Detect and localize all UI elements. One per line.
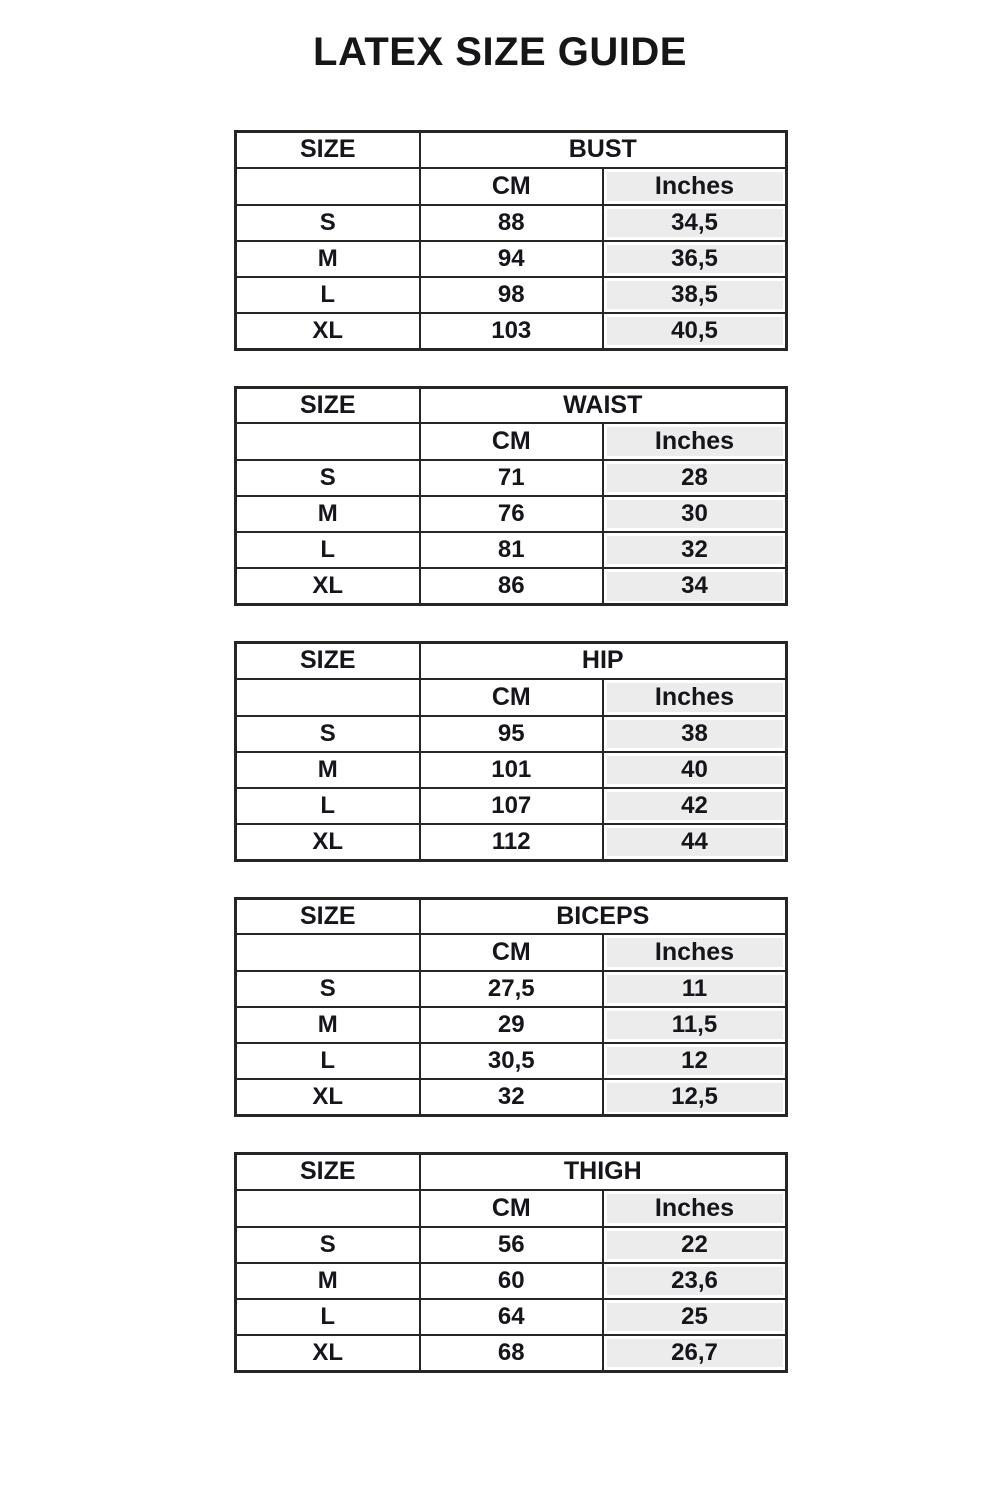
table-row: [236, 313, 787, 350]
inches-header: Inches: [603, 934, 787, 971]
table-row: [236, 1227, 787, 1263]
cm-value-cell: 107: [420, 788, 603, 824]
size-column-header: SIZE: [236, 1154, 420, 1190]
table-row: [236, 1299, 787, 1335]
cm-value-cell: 27,5: [420, 971, 603, 1007]
size-cell: M: [236, 1263, 420, 1299]
cm-value-cell: 76: [420, 496, 603, 532]
inches-value-cell: 44: [603, 824, 787, 861]
inches-value-cell: 11,5: [603, 1007, 787, 1043]
table-row: [236, 788, 787, 824]
cm-value-cell: 56: [420, 1227, 603, 1263]
inches-value-cell: 12,5: [603, 1079, 787, 1116]
header-row: [236, 387, 787, 423]
cm-header: CM: [420, 934, 603, 971]
cm-value-cell: 32: [420, 1079, 603, 1116]
measurement-header-thigh: THIGH: [420, 1154, 787, 1190]
size-column-header: SIZE: [236, 387, 420, 423]
size-column-header: SIZE: [236, 643, 420, 679]
size-table-hip: [234, 641, 788, 862]
cm-value-cell: 112: [420, 824, 603, 861]
size-cell: M: [236, 496, 420, 532]
cm-value-cell: 68: [420, 1335, 603, 1372]
unit-header-row: [236, 1190, 787, 1227]
empty-cell: [236, 679, 420, 716]
inches-value-cell: 42: [603, 788, 787, 824]
size-cell: L: [236, 788, 420, 824]
size-cell: L: [236, 1043, 420, 1079]
table-row: [236, 460, 787, 496]
size-cell: S: [236, 205, 420, 241]
cm-value-cell: 95: [420, 716, 603, 752]
table-row: [236, 971, 787, 1007]
size-cell: L: [236, 532, 420, 568]
size-table-bust: [234, 130, 788, 351]
table-row: [236, 752, 787, 788]
table-row: [236, 496, 787, 532]
inches-value-cell: 40,5: [603, 313, 787, 350]
cm-header: CM: [420, 168, 603, 205]
inches-header: Inches: [603, 423, 787, 460]
size-cell: L: [236, 277, 420, 313]
table-row: [236, 1335, 787, 1372]
cm-value-cell: 81: [420, 532, 603, 568]
cm-value-cell: 30,5: [420, 1043, 603, 1079]
inches-value-cell: 25: [603, 1299, 787, 1335]
table-row: [236, 716, 787, 752]
inches-value-cell: 23,6: [603, 1263, 787, 1299]
size-cell: XL: [236, 568, 420, 605]
inches-value-cell: 38: [603, 716, 787, 752]
header-row: [236, 643, 787, 679]
table-row: [236, 1079, 787, 1116]
table-row: [236, 1007, 787, 1043]
empty-cell: [236, 1190, 420, 1227]
table-row: [236, 568, 787, 605]
inches-value-cell: 28: [603, 460, 787, 496]
measurement-header-hip: HIP: [420, 643, 787, 679]
size-cell: XL: [236, 824, 420, 861]
empty-cell: [236, 423, 420, 460]
table-row: [236, 277, 787, 313]
size-table-thigh: [234, 1152, 788, 1373]
unit-header-row: [236, 423, 787, 460]
cm-value-cell: 94: [420, 241, 603, 277]
unit-header-row: [236, 679, 787, 716]
size-column-header: SIZE: [236, 132, 420, 168]
empty-cell: [236, 934, 420, 971]
inches-value-cell: 22: [603, 1227, 787, 1263]
table-row: [236, 1263, 787, 1299]
inches-value-cell: 26,7: [603, 1335, 787, 1372]
size-column-header: SIZE: [236, 898, 420, 934]
header-row: [236, 898, 787, 934]
size-cell: M: [236, 241, 420, 277]
measurement-header-bust: BUST: [420, 132, 787, 168]
size-cell: S: [236, 1227, 420, 1263]
header-row: [236, 132, 787, 168]
inches-value-cell: 34,5: [603, 205, 787, 241]
cm-value-cell: 60: [420, 1263, 603, 1299]
inches-header: Inches: [603, 168, 787, 205]
unit-header-row: [236, 934, 787, 971]
cm-header: CM: [420, 679, 603, 716]
inches-value-cell: 30: [603, 496, 787, 532]
inches-value-cell: 12: [603, 1043, 787, 1079]
empty-cell: [236, 168, 420, 205]
cm-value-cell: 71: [420, 460, 603, 496]
measurement-header-waist: WAIST: [420, 387, 787, 423]
size-cell: XL: [236, 1335, 420, 1372]
cm-value-cell: 103: [420, 313, 603, 350]
inches-value-cell: 34: [603, 568, 787, 605]
size-cell: S: [236, 460, 420, 496]
size-cell: XL: [236, 313, 420, 350]
inches-value-cell: 32: [603, 532, 787, 568]
size-table-waist: [234, 386, 788, 607]
inches-header: Inches: [603, 1190, 787, 1227]
unit-header-row: [236, 168, 787, 205]
measurement-header-biceps: BICEPS: [420, 898, 787, 934]
size-cell: S: [236, 971, 420, 1007]
header-row: [236, 1154, 787, 1190]
cm-value-cell: 29: [420, 1007, 603, 1043]
cm-value-cell: 88: [420, 205, 603, 241]
page-title: LATEX SIZE GUIDE: [313, 30, 687, 74]
table-row: [236, 205, 787, 241]
inches-value-cell: 11: [603, 971, 787, 1007]
size-cell: S: [236, 716, 420, 752]
cm-value-cell: 86: [420, 568, 603, 605]
cm-value-cell: 101: [420, 752, 603, 788]
size-table-biceps: [234, 897, 788, 1118]
cm-header: CM: [420, 423, 603, 460]
table-row: [236, 824, 787, 861]
table-row: [236, 532, 787, 568]
size-cell: M: [236, 752, 420, 788]
inches-header: Inches: [603, 679, 787, 716]
size-tables-container: [234, 130, 788, 1408]
size-cell: XL: [236, 1079, 420, 1116]
table-row: [236, 1043, 787, 1079]
inches-value-cell: 36,5: [603, 241, 787, 277]
size-cell: M: [236, 1007, 420, 1043]
cm-header: CM: [420, 1190, 603, 1227]
cm-value-cell: 64: [420, 1299, 603, 1335]
inches-value-cell: 40: [603, 752, 787, 788]
table-row: [236, 241, 787, 277]
cm-value-cell: 98: [420, 277, 603, 313]
size-cell: L: [236, 1299, 420, 1335]
inches-value-cell: 38,5: [603, 277, 787, 313]
